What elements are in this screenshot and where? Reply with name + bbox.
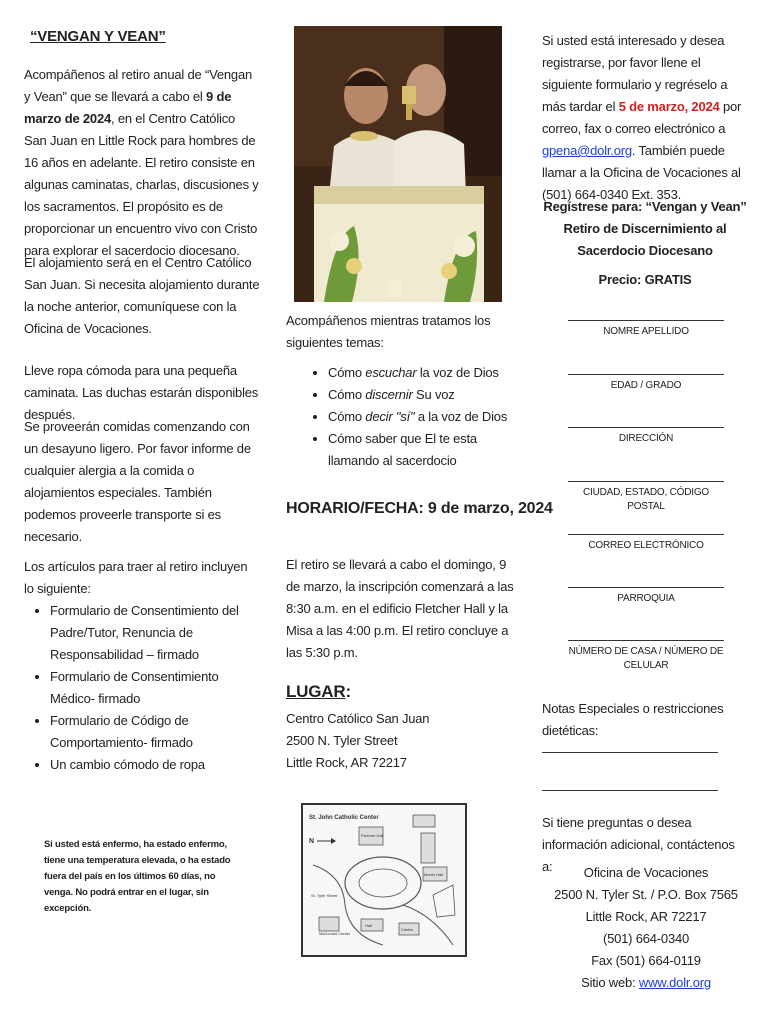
place-address: Centro Católico San Juan 2500 N. Tyler Street Little Rock, AR 72217 <box>286 711 430 770</box>
topics-intro: Acompáñenos mientras tratamos los siguientes temas: <box>286 313 491 350</box>
website-link[interactable]: www.dolr.org <box>638 975 711 990</box>
place-heading: LUGAR: <box>286 682 351 701</box>
health-notice: Si usted está enfermo, ha estado enfermo, tiene una temperatura elevada, o ha estado fuera del país en los últimos 60 días, no venga. No podrá entrar en el lugar, sin excepción. <box>44 839 231 914</box>
notes-line-2[interactable] <box>542 790 718 791</box>
svg-text:St. Tyler Street: St. Tyler Street <box>311 893 338 898</box>
register-heading: Regístrese para: “Vengan y Vean” Retiro de Discernimiento al Sacerdocio Diocesano <box>543 199 747 258</box>
map-drawing <box>303 805 465 955</box>
field-email[interactable]: CORREO ELECTRÓNICO <box>566 534 726 553</box>
svg-text:Center: Center <box>401 927 414 932</box>
questions-text: Si tiene preguntas o desea información adicional, contáctenos a: <box>542 815 735 874</box>
field-phone[interactable]: NÚMERO DE CASA / NÚMERO DE CELULAR <box>566 640 726 673</box>
register-paragraph: Si usted está interesado y desea registrarse, por favor llene el siguiente formulario y regréselo a más tardar el 5 de marzo, 2024 por correo, fax o correo electrónico a gpena@dolr.org. También puede llamar a la Oficina de Vocaciones al (501) 664-0340 Ext. 353. <box>542 33 742 202</box>
list-item: • Formulario de Código de Comportamiento- firmado <box>50 710 260 754</box>
photo-illustration <box>294 26 502 302</box>
intro-text-a: Acompáñenos al retiro anual de “Vengan y Vean” que se llevará a cabo el <box>24 67 253 104</box>
campus-map <box>301 803 467 957</box>
items-list <box>24 600 260 776</box>
website-line: Sitio web: www.dolr.org <box>581 975 711 990</box>
list-item: • Un cambio cómodo de ropa <box>50 754 260 776</box>
field-name[interactable]: NOMRE APELLIDO <box>566 320 726 339</box>
clothes-paragraph: Lleve ropa cómoda para una pequeña caminata. Las duchas estarán disponibles después. <box>24 363 259 422</box>
topics-list <box>302 362 528 472</box>
notes-line-1[interactable] <box>542 752 718 753</box>
field-city-state-zip[interactable]: CIUDAD, ESTADO, CÓDIGO POSTAL <box>566 481 726 514</box>
intro-text-b: , en el Centro Católico San Juan en Little Rock para hombres de 16 años en adelante. El retiro consiste en algunas caminatas, charlas, discusiones y los sacramentos. El propósito es de proporcionar un encuentro vivo con Cristo para explorar el sacerdocio diocesano. <box>24 111 259 258</box>
schedule-title: HORARIO/FECHA: 9 de marzo, 2024 <box>286 500 553 517</box>
list-item: • Cómo saber que El te esta llamando al sacerdocio <box>328 428 528 472</box>
list-item: • Formulario de Consentimiento del Padre/Tutor, Renuncia de Responsabilidad – firmado <box>50 600 260 666</box>
map-title: St. John Catholic Center <box>309 815 379 821</box>
intro-paragraph <box>24 64 260 262</box>
notes-label: Notas Especiales o restricciones dietéticas: <box>542 701 724 738</box>
register-email-link[interactable]: gpena@dolr.org <box>542 143 632 158</box>
map-north: N <box>309 838 315 845</box>
svg-text:Fletcher Hall: Fletcher Hall <box>361 833 384 838</box>
list-item: • Cómo discernir Su voz <box>328 384 528 406</box>
meals-paragraph: Se proveerán comidas comenzando con un desayuno ligero. Por favor informe de cualquier alergia a la comida o alojamientos especiales. También podemos proveerle transporte si es necesario. <box>24 419 251 544</box>
priests-photo <box>294 26 502 302</box>
office-address: Oficina de Vocaciones 2500 N. Tyler St. / P.O. Box 7565 Little Rock, AR 72217 (501) 664-0340 Fax (501) 664-0119 Sitio web: www.dolr.org <box>540 862 752 994</box>
svg-text:McDonald Center: McDonald Center <box>319 931 351 936</box>
field-age-grade[interactable]: EDAD / GRADO <box>566 374 726 393</box>
lodging-paragraph: El alojamiento será en el Centro Católico San Juan. Si necesita alojamiento durante la noche anterior, comuníquese con la Oficina de Vocaciones. <box>24 255 260 336</box>
field-address[interactable]: DIRECCIÓN <box>566 427 726 446</box>
intro-date: 9 de marzo de 2024 <box>24 89 232 126</box>
schedule-text: El retiro se llevará a cabo el domingo, 9 de marzo, la inscripción comenzará a las 8:30 a.m. en el edificio Fletcher Hall y la Misa a las 4:00 p.m. El retiro concluye a las 5:30 p.m. <box>286 557 514 660</box>
list-item: • Cómo decir "sí" a la voz de Dios <box>328 406 528 428</box>
price-label: Precio: GRATIS <box>598 272 692 287</box>
retreat-title: “VENGAN Y VEAN” <box>30 28 166 45</box>
register-deadline: 5 de marzo, 2024 <box>618 99 720 114</box>
list-item: • Cómo escuchar la voz de Dios <box>328 362 528 384</box>
svg-text:Hall: Hall <box>365 923 372 928</box>
field-parish[interactable]: PARROQUIA <box>566 587 726 606</box>
list-item: • Formulario de Consentimiento Médico- firmado <box>50 666 260 710</box>
items-intro: Los artículos para traer al retiro incluyen lo siguiente: <box>24 559 248 596</box>
svg-text:Morris Hall: Morris Hall <box>424 872 444 877</box>
